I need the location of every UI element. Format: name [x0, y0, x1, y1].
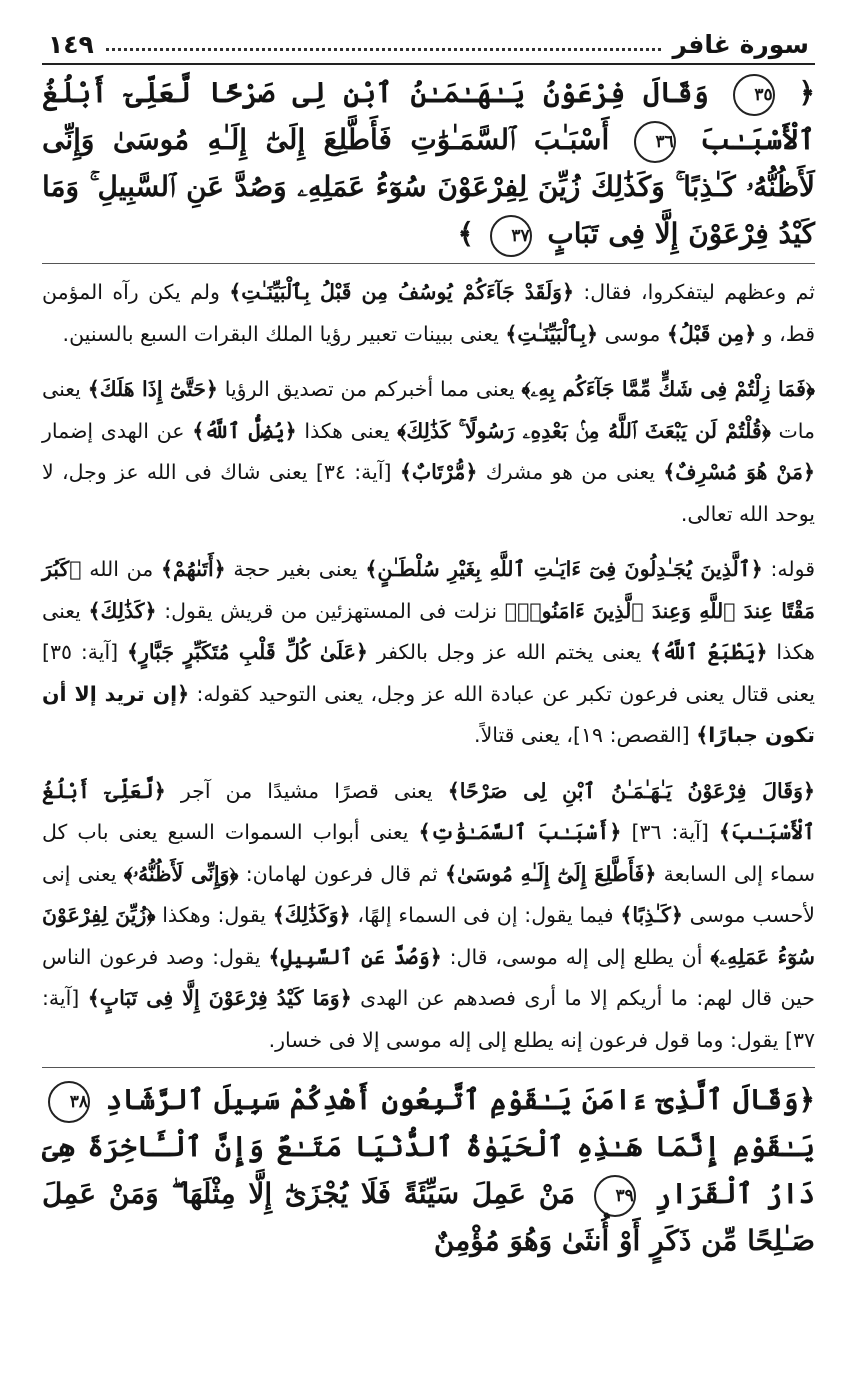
- quran-quote: ﴿فَمَا زِلْتُمْ فِى شَكٍّ مِّمَّا جَآءَكُم بِهِۦ﴾: [521, 377, 815, 401]
- verse-36-text: وَقَالَ فِرْعَوْنُ يَـٰهَـٰمَـٰنُ ٱبْنِ لِى صَرْحًا لَّعَلِّىٓ أَبْلُغُ ٱلْأَسْبَـٰبَ: [42, 76, 815, 156]
- section-divider: [42, 1067, 815, 1068]
- header-dotted-leader: [106, 48, 661, 51]
- commentary-text: يعنى قصرًا مشيدًا من آجر: [165, 778, 448, 803]
- verse-38-text: ﴿وَقَالَ ٱلَّذِىٓ ءَامَنَ يَـٰقَوْمِ ٱتَّبِعُونِ أَهْدِكُمْ سَبِيلَ ٱلرَّشَادِ: [105, 1083, 815, 1116]
- commentary-text: فيما يقول: إن فى السماء إلهًا،: [350, 903, 621, 927]
- commentary-text: يعنى مات: [42, 377, 816, 443]
- commentary-paragraph-1: [42, 272, 815, 355]
- quran-quote: ﴿وَقَالَ فِرْعَوْنُ يَـٰهَـٰمَـٰنُ ٱبْنِ لِى صَرْحًا﴾: [447, 778, 815, 803]
- quran-verses-bottom: [42, 1076, 815, 1264]
- commentary-text: [آية: ٣٤] يعنى شاك فى الله عز وجل، لا يوحد الله تعالى.: [42, 460, 815, 526]
- commentary-text: [آية: ٣٦]: [621, 820, 719, 844]
- commentary-text: يقول: وصد فرعون الناس حين قال لهم: ما أريكم إلا ما أرى فصدهم عن الهدى: [42, 944, 815, 1010]
- commentary-text: [آية: ٣٧] يقول: وما قول فرعون إنه يطلع إلى إله موسى إلا فى خسار.: [42, 986, 815, 1052]
- paragraph-gap: [42, 355, 815, 369]
- ayah-marker-35: ٣٥: [733, 74, 775, 116]
- quran-quote: ﴿وَصُدَّ عَنِ ٱلسَّبِيلِ﴾: [268, 944, 442, 969]
- page-header: [42, 30, 815, 63]
- ayah-marker-38: ٣٨: [48, 1081, 90, 1123]
- quran-quote: ﴿ٱلَّذِينَ يُجَـٰدِلُونَ فِىٓ ءَايَـٰتِ ٱللَّهِ بِغَيْرِ سُلْطَـٰنٍ﴾: [365, 557, 763, 581]
- commentary-text: يعنى ببينات تعبير رؤيا الملك البقرات السبع بالسنين.: [62, 321, 506, 346]
- hadith-quote: ﴿إن تريد إلا أن تكون جبارًا﴾: [42, 681, 815, 747]
- quran-quote: ﴿يُضِلُّ ٱللَّهُ﴾: [192, 418, 297, 443]
- header-rule: [42, 63, 815, 65]
- quran-quote: ﴿لَّعَلِّىٓ أَبْلُغُ ٱلْأَسْبَـٰبَ﴾: [42, 778, 815, 844]
- commentary-text: يعنى بغير حجة: [225, 557, 366, 581]
- quran-quote: ﴿يَطْبَعُ ٱللَّهُ﴾: [650, 640, 768, 664]
- commentary-text: ثم قال فرعون لهامان:: [238, 861, 445, 886]
- commentary-text: ولم يكن رآه المؤمن قط، و: [42, 280, 815, 346]
- quran-quote: ﴿مَنْ هُوَ مُسْرِفٌ﴾: [663, 460, 815, 484]
- quran-quote: ﴿قُلْتُمْ لَن يَبْعَثَ ٱللَّهُ مِنۢ بَعْدِهِۦ رَسُولًا ۚ كَذَٰلِكَ﴾: [397, 418, 771, 443]
- page-number: ١٤٩: [48, 30, 94, 59]
- commentary-text: يعنى مما أخبركم من تصديق الرؤيا: [217, 377, 522, 401]
- quran-quote: ﴿بِٱلْبَيِّنَـٰتِ﴾: [505, 321, 599, 346]
- quran-quote: ﴿زُيِّنَ لِفِرْعَوْنَ سُوٓءُ عَمَلِهِۦ﴾: [42, 903, 815, 969]
- commentary-text: يعنى هكذا: [296, 418, 398, 443]
- commentary-paragraph-4: [42, 771, 815, 1062]
- commentary-text: قوله:: [762, 557, 815, 581]
- quran-quote: ﴿عَلَىٰ كُلِّ قَلْبِ مُتَكَبِّرٍ جَبَّارٍ﴾: [127, 640, 368, 664]
- quran-quote: ﴿وَإِنِّى لَأَظُنُّهُۥ﴾: [123, 861, 239, 886]
- commentary-text: أن يطلع إلى إله موسى، قال:: [441, 944, 711, 969]
- quran-quote: ﴿مِن قَبْلُ﴾: [666, 321, 757, 346]
- verse-close-ornament: ﴾: [457, 217, 474, 250]
- commentary-paragraph-3: [42, 549, 815, 757]
- commentary-text: يعنى يختم الله عز وجل بالكفر: [367, 640, 650, 664]
- commentary-text: يعنى هكذا: [42, 598, 815, 664]
- section-divider: [42, 263, 815, 264]
- verse-39-text: يَـٰقَوْمِ إِنَّمَا هَـٰذِهِ ٱلْحَيَوٰةُ ٱلدُّنْيَا مَتَـٰعٌ وَإِنَّ ٱلْـَٔاخِرَةَ هِىَ دَارُ ٱلْقَرَارِ: [42, 1130, 815, 1210]
- commentary-text: نزلت فى المستهزئين من قريش يقول:: [156, 598, 505, 623]
- ayah-marker-37: ٣٧: [490, 215, 532, 257]
- commentary-text: يعنى من هو مشرك: [477, 460, 664, 484]
- commentary-text: يعنى أبواب السموات السبع يعنى باب كل سماء إلى السابعة: [42, 820, 816, 886]
- quran-quote: ﴿أَتَىٰهُمْ﴾: [160, 557, 226, 581]
- ayah-marker-39: ٣٩: [594, 1175, 636, 1217]
- commentary-paragraph-2: [42, 369, 815, 535]
- commentary-text: [القصص: ١٩]، يعنى قتالاً.: [474, 723, 697, 747]
- quran-quote: ﴿وَكَذَٰلِكَ﴾: [272, 903, 351, 927]
- surah-title: سورة غافر: [672, 30, 809, 59]
- quran-quote: ﴿مُّرْتَابٌ﴾: [399, 460, 478, 484]
- paragraph-gap: [42, 757, 815, 771]
- commentary-text: موسى: [598, 321, 667, 346]
- commentary-text: ثم وعظهم ليتفكروا، فقال:: [574, 280, 815, 304]
- quran-quote: ﴿حَتَّىٰٓ إِذَا هَلَكَ﴾: [87, 377, 218, 401]
- commentary-text: يعنى إنى لأحسب موسى: [42, 861, 815, 927]
- quran-quote: ﴿فَأَطَّلِعَ إِلَىٰٓ إِلَـٰهِ مُوسَىٰ﴾: [444, 861, 657, 886]
- commentary-text: [آية: ٣٥] يعنى قتال يعنى فرعون تكبر عن عبادة الله عز وجل، يعنى التوحيد كقوله:: [42, 640, 815, 706]
- verse-40-text: مَنْ عَمِلَ سَيِّئَةً فَلَا يُجْزَىٰٓ إِلَّا مِثْلَهَا ۖ وَمَنْ عَمِلَ صَـٰلِحًا مِّن ذَكَرٍ أَوْ أُنثَىٰ وَهُوَ مُؤْمِنٌ: [42, 1177, 815, 1257]
- paragraph-gap: [42, 535, 815, 549]
- quran-quote: ﴿كَبُرَ مَقْتًا عِندَ ٱللَّهِ وَعِندَ ٱلَّذِينَ ءَامَنُوا۟﴾: [42, 557, 815, 623]
- quran-quote: ﴿وَمَا كَيْدُ فِرْعَوْنَ إِلَّا فِى تَبَابٍ﴾: [87, 986, 352, 1010]
- quran-quote: ﴿أَسْبَـٰبَ ٱلسَّمَـٰوَٰتِ﴾: [418, 820, 622, 844]
- quran-quote: ﴿وَلَقَدْ جَآءَكُمْ يُوسُفُ مِن قَبْلُ بِٱلْبَيِّنَـٰتِ﴾: [229, 280, 574, 304]
- verse-37-text: أَسْبَـٰبَ ٱلسَّمَـٰوَٰتِ فَأَطَّلِعَ إِلَىٰٓ إِلَـٰهِ مُوسَىٰ وَإِنِّى لَأَظُنُّهُۥ كَـٰذِبًا ۚ وَكَذَٰلِكَ زُيِّنَ لِفِرْعَوْنَ سُوٓءُ عَمَلِهِۦ وَصُدَّ عَنِ ٱلسَّبِيلِ ۚ وَمَا كَيْدُ فِرْعَوْنَ إِلَّا فِى تَبَابٍ: [42, 123, 815, 250]
- commentary-text: عن الهدى إضمار: [42, 418, 193, 443]
- commentary-text: من الله: [81, 557, 161, 581]
- ayah-marker-36: ٣٦: [634, 121, 676, 163]
- quran-verses-top: [42, 69, 815, 257]
- quran-quote: ﴿كَذَٰلِكَ﴾: [88, 598, 157, 623]
- quran-quote: ﴿كَـٰذِبًا﴾: [620, 903, 683, 927]
- commentary-text: يقول: وهكذا: [155, 903, 273, 927]
- verse-open-ornament: ﴿: [798, 76, 816, 109]
